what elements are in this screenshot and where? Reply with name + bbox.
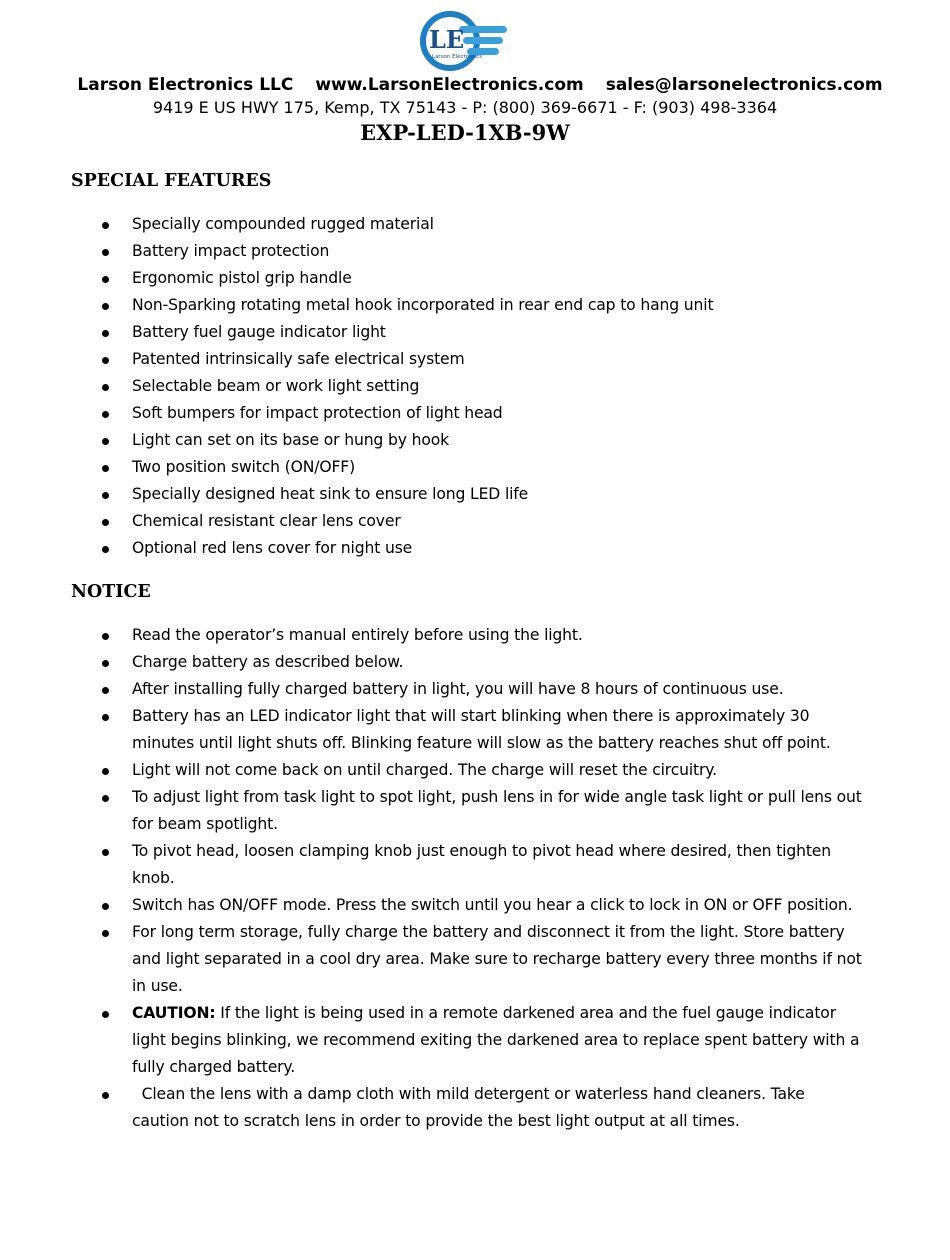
list-item (0, 676, 862, 703)
logo-letters: LE (429, 25, 465, 54)
bullet-icon (102, 438, 109, 445)
bullet-icon (102, 249, 109, 256)
list-item (0, 622, 862, 649)
list-item-text: Switch has ON/OFF mode. Press the switch until you hear a click to lock in ON or OFF position. (132, 896, 853, 914)
list-item (0, 838, 862, 892)
list-item-text: Soft bumpers for impact protection of light head (132, 404, 503, 422)
bullet-icon (102, 687, 109, 694)
list-item (0, 1000, 862, 1081)
list-item-text: For long term storage, fully charge the battery and disconnect it from the light. Store battery and light separated in a cool dry area. Make sure to recharge battery every three months if not in use. (132, 923, 862, 995)
model-number: EXP-LED-1XB-9W (360, 120, 570, 145)
website-link[interactable]: www.LarsonElectronics.com (315, 75, 584, 95)
notice-list (0, 622, 900, 1135)
list-item-text: To adjust light from task light to spot light, push lens in for wide angle task light or pull lens out for beam spotlight. (132, 788, 862, 833)
list-item-text: Light will not come back on until charged. The charge will reset the circuitry. (132, 761, 717, 779)
list-item (0, 919, 862, 1000)
list-item-text: Light can set on its base or hung by hook (132, 431, 450, 449)
list-item-text: Battery impact protection (132, 242, 330, 260)
company-contact-line (0, 74, 950, 96)
list-item (0, 1081, 862, 1135)
list-item (0, 319, 862, 346)
list-item-text: Selectable beam or work light setting (132, 377, 420, 395)
list-item (0, 508, 862, 535)
list-item (0, 211, 862, 238)
list-item-text: Charge battery as described below. (132, 653, 404, 671)
bullet-icon (102, 519, 109, 526)
bullet-icon (102, 546, 109, 553)
list-item (0, 757, 862, 784)
bullet-icon (102, 768, 109, 775)
larson-electronics-logo-icon (419, 10, 511, 72)
list-item-text: Specially designed heat sink to ensure long LED life (132, 485, 529, 503)
bullet-icon (102, 795, 109, 802)
special-features-list (0, 211, 900, 562)
list-item-text: After installing fully charged battery in light, you will have 8 hours of continuous use. (132, 680, 784, 698)
list-item (0, 400, 862, 427)
list-item-text: Chemical resistant clear lens cover (132, 512, 401, 530)
list-item (0, 454, 862, 481)
list-item-text: Non-Sparking rotating metal hook incorporated in rear end cap to hang unit (132, 296, 714, 314)
bullet-icon (102, 903, 109, 910)
email-link[interactable]: sales@larsonelectronics.com (605, 75, 883, 95)
list-item-text: To pivot head, loosen clamping knob just enough to pivot head where desired, then tighten knob. (132, 842, 831, 887)
list-item-text: Optional red lens cover for night use (132, 539, 413, 557)
bullet-icon (102, 660, 109, 667)
list-item-text: Specially compounded rugged material (132, 215, 434, 233)
list-item (0, 238, 862, 265)
company-name: Larson Electronics LLC (77, 75, 294, 95)
bullet-icon (102, 714, 109, 721)
bullet-icon (102, 492, 109, 499)
list-item-text: Two position switch (ON/OFF) (132, 458, 356, 476)
bullet-icon (102, 930, 109, 937)
list-item-text: Battery fuel gauge indicator light (132, 323, 386, 341)
bullet-icon (102, 222, 109, 229)
list-item (0, 265, 862, 292)
logo-text: Larson Electronics (432, 54, 483, 60)
bullet-icon (102, 357, 109, 364)
bullet-icon (102, 411, 109, 418)
list-item-text: Ergonomic pistol grip handle (132, 269, 352, 287)
list-item (0, 892, 862, 919)
list-item (0, 373, 862, 400)
list-item-text: Clean the lens with a damp cloth with mild detergent or waterless hand cleaners. Take caution not to scratch lens in order to provide the best light output at all times. (132, 1085, 805, 1130)
list-item (0, 292, 862, 319)
bullet-icon (102, 633, 109, 640)
list-item (0, 784, 862, 838)
special-features-heading: SPECIAL FEATURES (71, 171, 272, 191)
list-item (0, 703, 862, 757)
list-item (0, 427, 862, 454)
list-item-text: Battery has an LED indicator light that will start blinking when there is approximately 30 minutes until light shuts off. Blinking feature will slow as the battery reaches shut off point. (132, 707, 831, 752)
notice-heading: NOTICE (71, 582, 151, 602)
list-item-text: Read the operator’s manual entirely before using the light. (132, 626, 583, 644)
address-line: 9419 E US HWY 175, Kemp, TX 75143 - P: (800) 369-6671 - F: (903) 498-3364 (152, 98, 778, 117)
list-item (0, 535, 862, 562)
bullet-icon (102, 849, 109, 856)
bullet-icon (102, 465, 109, 472)
list-item (0, 649, 862, 676)
bullet-icon (102, 384, 109, 391)
list-item-text: If the light is being used in a remote darkened area and the fuel gauge indicator light begins blinking, we recommend exiting the darkened area to replace spent battery with a fully charged battery. (132, 1004, 860, 1076)
list-item (0, 346, 862, 373)
bullet-icon (102, 1092, 109, 1099)
list-item-text: Patented intrinsically safe electrical system (132, 350, 465, 368)
bullet-icon (102, 276, 109, 283)
bullet-icon (102, 330, 109, 337)
list-item (0, 481, 862, 508)
bullet-icon (102, 1011, 109, 1018)
caution-label: CAUTION: (132, 1004, 216, 1022)
bullet-icon (102, 303, 109, 310)
